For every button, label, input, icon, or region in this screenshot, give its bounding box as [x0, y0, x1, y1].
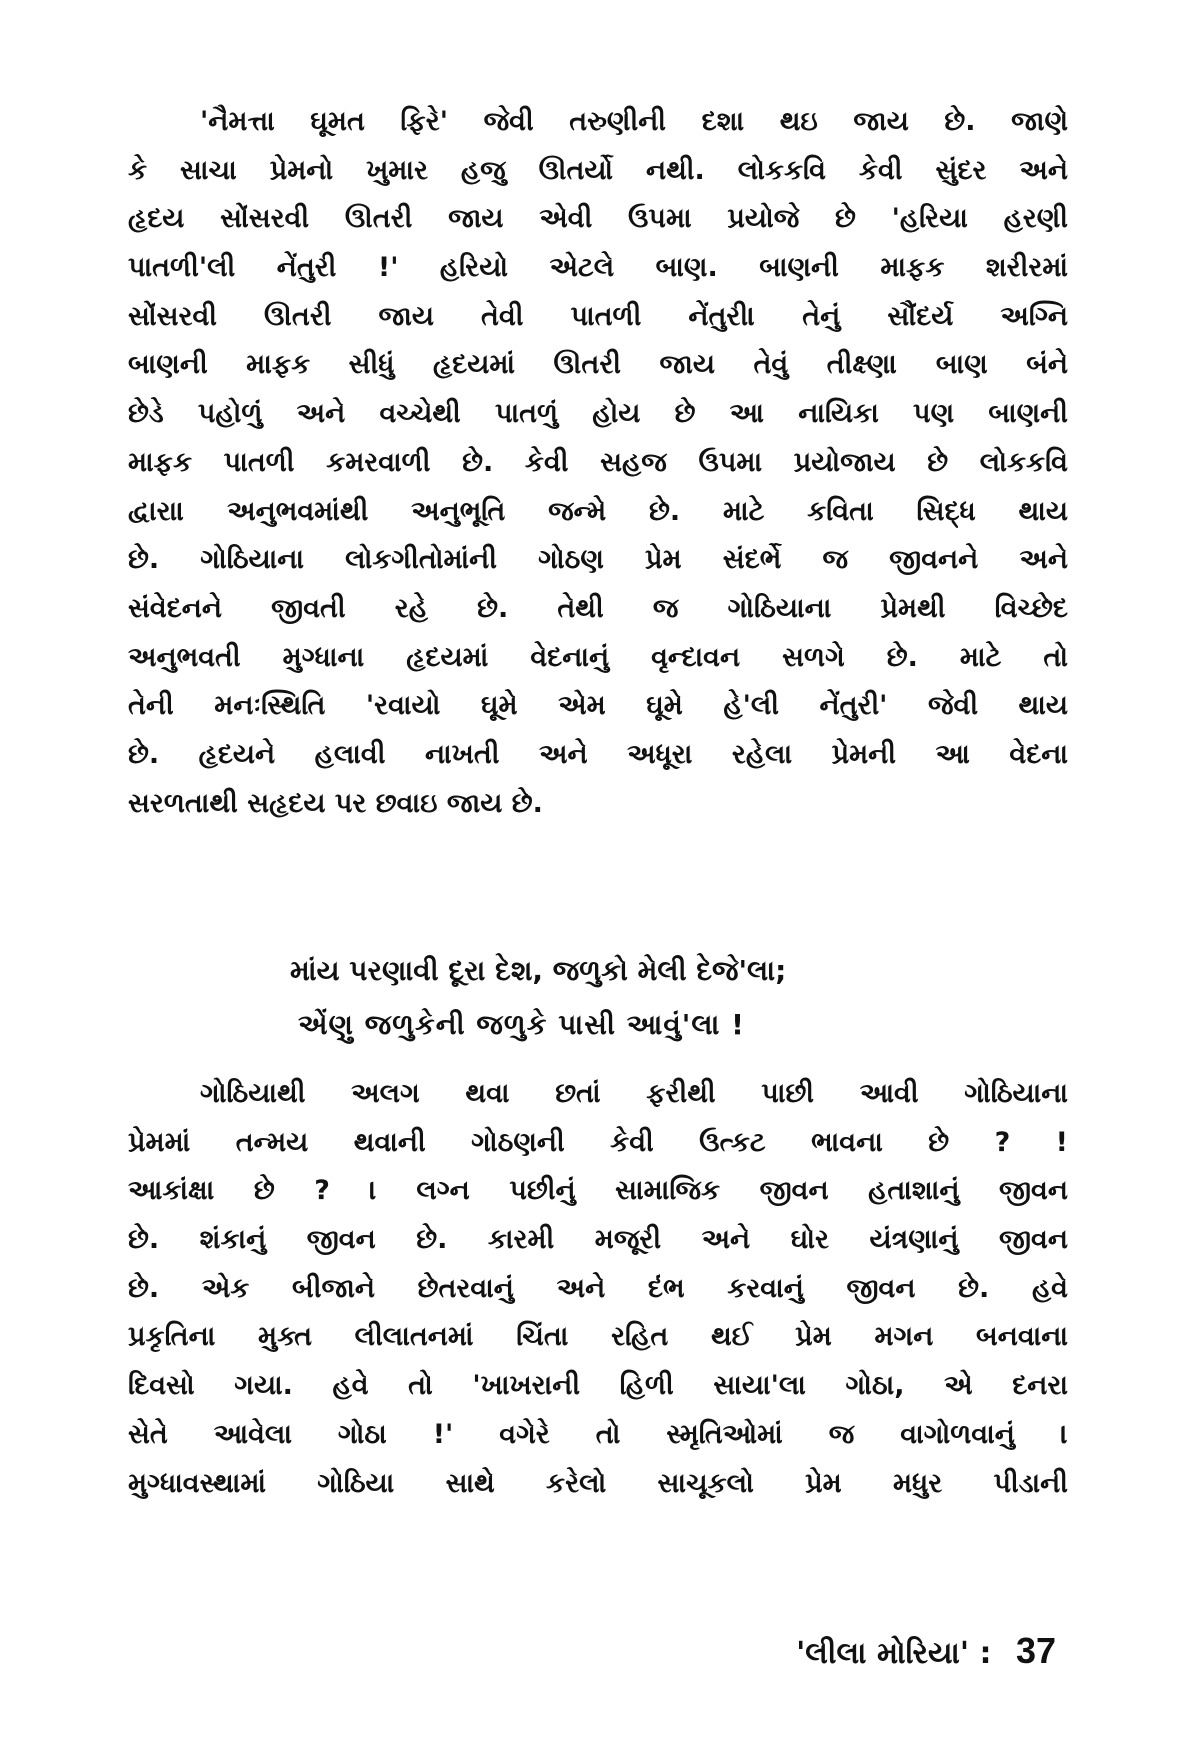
- text-line: સોંસરવી ઊતરી જાય તેવી પાતળી નેંતુરી। તેનું સૌંદર્ય અગ્નિ: [128, 300, 1068, 332]
- text-line: પ્રેમમાં તન્મય થવાની ગોઠણની કેવી ઉત્કટ ભાવના છે ? !: [128, 1126, 1068, 1158]
- text-line: સરળતાથી સહૃદય પર છવાઇ જાય છે.: [128, 787, 543, 819]
- text-line: કે સાચા પ્રેમનો ખુમાર હજુ ઊતર્યો નથી. લોકકવિ કેવી સુંદર અને: [128, 154, 1068, 186]
- text-line: છે. ગોઠિયાના લોકગીતોમાંની ગોઠણ પ્રેમ સંદર્ભે જ જીવનને અને: [128, 544, 1068, 576]
- text-line: દિવસો ગયા. હવે તો 'ખાખરાની હિળી સાયા'લા ગોઠા, એ દનરા: [128, 1370, 1068, 1402]
- text-line: આકાંક્ષા છે ? । લગ્ન પછીનું સામાજિક જીવન હતાશાનું જીવન: [128, 1175, 1068, 1207]
- text-line: છે. હૃદયને હલાવી નાખતી અને અધૂરા રહેલા પ્રેમની આ વેદના: [128, 738, 1068, 770]
- text-line: હૃદય સોંસરવી ઊતરી જાય એવી ઉપમા પ્રયોજે છે 'હરિયા હરણી: [128, 203, 1068, 235]
- text-line: પ્રકૃતિના મુક્ત લીલાતનમાં ચિંતા રહિત થઈ પ્રેમ મગન બનવાના: [128, 1321, 1068, 1353]
- text-line: સેતે આવેલા ગોઠા !' વગેરે તો સ્મૃતિઓમાં જ વાગોળવાનું ।: [128, 1418, 1068, 1450]
- text-line: છે. એક બીજાને છેતરવાનું અને દંભ કરવાનું જીવન છે. હવે: [128, 1272, 1068, 1304]
- text-line: પાતળી'લી નેંતુરી !' હરિયો એટલે બાણ. બાણની માફક શરીરમાં: [128, 252, 1068, 284]
- text-line: અનુભવતી મુગ્ધાના હૃદયમાં વેદનાનું વૃન્દાવન સળગે છે. માટે તો: [128, 641, 1068, 673]
- text-line: મુગ્ધાવસ્થામાં ગોઠિયા સાથે કરેલો સાચૂકલો પ્રેમ મધુર પીડાની: [128, 1467, 1068, 1499]
- running-title: 'લીલા મોરિયા' :: [796, 1636, 992, 1671]
- text-line: 'નૈમત્તા ઘૂમત ફિરે' જેવી તરુણીની દશા થઇ જાય છે. જાણે: [200, 106, 1068, 137]
- verse-quote: [290, 944, 1030, 1052]
- verse-line: એંણુ જળુકેની જળુકે પાસી આવું'લા !: [298, 1008, 745, 1041]
- text-line: છે. શંકાનું જીવન છે. કારમી મજૂરી અને ઘોર યંત્રણાનું જીવન: [128, 1224, 1068, 1256]
- page-footer: [696, 1630, 1056, 1672]
- text-line: તેની મનઃસ્થિતિ 'રવાયો ઘૂમે એમ ઘૂમે હે'લી નેંતુરી' જેવી થાય: [128, 690, 1068, 722]
- verse-line: માંય પરણાવી દૂરા દેશ, જળુકો મેલી દેજે'લા;: [290, 954, 787, 987]
- paragraph-2: [128, 1070, 1068, 1508]
- text-line: માફક પાતળી કમરવાળી છે. કેવી સહજ ઉપમા પ્રયોજાય છે લોકકવિ: [128, 446, 1068, 478]
- text-line: છેડે પહોળું અને વચ્ચેથી પાતળું હોય છે આ નાયિકા પણ બાણની: [128, 398, 1068, 430]
- text-line: બાણની માફક સીધું હૃદયમાં ઊતરી જાય તેવું તીક્ષ્ણ। બાણ બંને: [128, 349, 1068, 381]
- text-line: સંવેદનને જીવતી રહે છે. તેથી જ ગોઠિયાના પ્રેમથી વિચ્છેદ: [128, 592, 1068, 624]
- paragraph-1: [128, 98, 1068, 828]
- text-line: દ્વારા। અનુભવમાંથી અનુભૂતિ જન્મે છે. માટે કવિતા સિદ્ધ થાય: [128, 495, 1068, 527]
- page-number: 37: [1015, 1630, 1056, 1671]
- text-line: ગોઠિયાથી અલગ થવા છતાં ફરીથી પાછી આવી ગોઠિયાના: [200, 1078, 1068, 1109]
